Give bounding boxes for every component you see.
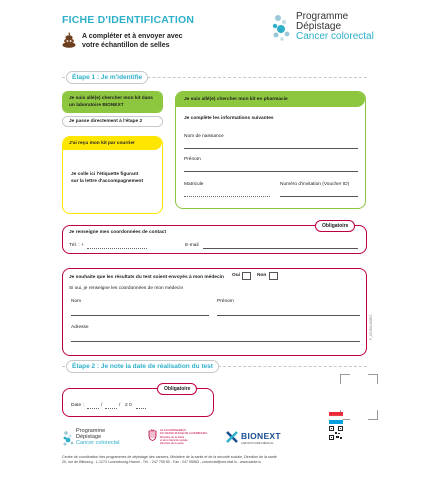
pharmacy-box-title: Je suis allé(e) chercher mon kit en pharmacie (184, 97, 288, 102)
form-subtitle: A compléter et à envoyer avec votre échantillon de selles (82, 33, 183, 49)
ministry-logo: LE GOUVERNEMENT DU GRAND-DUCHÉ DE LUXEMBOURG Ministère de la Santé et de la Sécurité sociale Direction de la santé (148, 428, 218, 450)
matricule-label: Matricule (184, 182, 204, 187)
email-field[interactable] (203, 248, 358, 249)
non-checkbox[interactable] (269, 272, 278, 280)
doctor-adresse-field[interactable] (71, 341, 360, 342)
birth-name-field[interactable] (184, 148, 358, 149)
contact-text: Je renseigne mes coordonnées de contact (69, 230, 167, 235)
program-logo (270, 10, 420, 50)
pharmacy-box (175, 91, 366, 209)
pharmacy-fill-label: Je complète les informations suivantes (184, 116, 274, 121)
corner-mark-bottom-right (368, 410, 378, 420)
footer-logo-dots-icon (62, 429, 76, 451)
non-label: Non (257, 273, 267, 278)
date-sep1: / (101, 403, 103, 408)
doctor-box (62, 268, 367, 356)
date-year-field[interactable] (136, 408, 146, 409)
footer-address: Centre de coordination des programmes de dépistage des cancers, Ministère de la santé et de la sécurité sociale, Direction de la santé 20, rue de Bitbourg - L-1273 Luxembourg-Hamm - Tél. : 247 755 50 - Fax : 247 95563 - colorectal@ms.etat.lu - www.sante.lu (62, 455, 277, 464)
bionext-box: Je suis allé(e) chercher mon kit dans un laboratoire BIONEXT (62, 91, 163, 113)
bionext-logo: BIONEXT LABORATOIRE MÉDICAL (226, 430, 296, 448)
date-month-field[interactable] (105, 408, 117, 409)
poo-icon (62, 30, 76, 48)
step1-label: Étape 1 : Je m'identifie (66, 71, 148, 84)
label-instruction: Je colle ici l'étiquette figurant sur la lettre d'accompagnement (71, 172, 144, 184)
logo-cancer: Cancer colorectal (296, 31, 374, 42)
doctor-prenom-field[interactable] (217, 315, 360, 316)
footer-program-logo: Programme Dépistage Cancer colorectal (62, 428, 142, 452)
email-label: E-mail (185, 243, 199, 248)
qr-code-icon (329, 426, 343, 440)
program-logo-dots-icon (270, 10, 296, 50)
bionext-x-icon (226, 431, 238, 443)
date-sep2: / (119, 403, 121, 408)
date-year-prefix: 2 0 (125, 403, 132, 408)
step2-label: Étape 2 : Je note la date de réalisation du test (66, 360, 219, 373)
first-name-label: Prénom (184, 157, 201, 162)
contact-obligatoire-badge: Obligatoire (315, 220, 355, 232)
doctor-prenom-label: Prénom (217, 299, 234, 304)
invitation-label: Numéro d'invitation (Voucher ID) (280, 182, 350, 187)
date-label: Date : (71, 403, 84, 408)
luxembourg-flag-icon (329, 412, 343, 424)
go-step2-note: Je passe directement à l'étape 2 (62, 116, 163, 127)
doctor-adresse-label: Adresse (71, 325, 89, 330)
side-code: F_CDIMLLBOE2 (369, 314, 373, 340)
oui-label: Oui (232, 273, 240, 278)
logo-programme: Programme (296, 11, 349, 22)
corner-mark-top-left (340, 374, 350, 384)
mail-box-title: J'ai reçu mon kit par courrier (69, 141, 135, 146)
tel-field[interactable] (87, 248, 147, 249)
form-title: FICHE D'IDENTIFICATION (62, 14, 195, 26)
ministry-crest-icon (148, 429, 157, 441)
doctor-nom-field[interactable] (71, 315, 209, 316)
tel-prefix: + (81, 243, 84, 248)
birth-name-label: Nom de naissance (184, 134, 224, 139)
mail-box (62, 136, 163, 214)
matricule-field[interactable] (184, 196, 270, 197)
invitation-field[interactable] (280, 196, 358, 197)
date-day-field[interactable] (87, 408, 99, 409)
doctor-if-yes: Si oui, je renseigne les coordonnées de mon médecin (69, 286, 184, 291)
doctor-nom-label: Nom (71, 299, 82, 304)
tel-label: Tél. : (69, 243, 80, 248)
first-name-field[interactable] (184, 171, 358, 172)
doctor-question: Je souhaite que les résultats du test soient envoyés à mon médecin (69, 275, 224, 280)
oui-checkbox[interactable] (242, 272, 251, 280)
corner-mark-top-right (368, 374, 378, 384)
logo-depistage: Dépistage (296, 21, 342, 32)
date-obligatoire-badge: Obligatoire (157, 383, 197, 395)
